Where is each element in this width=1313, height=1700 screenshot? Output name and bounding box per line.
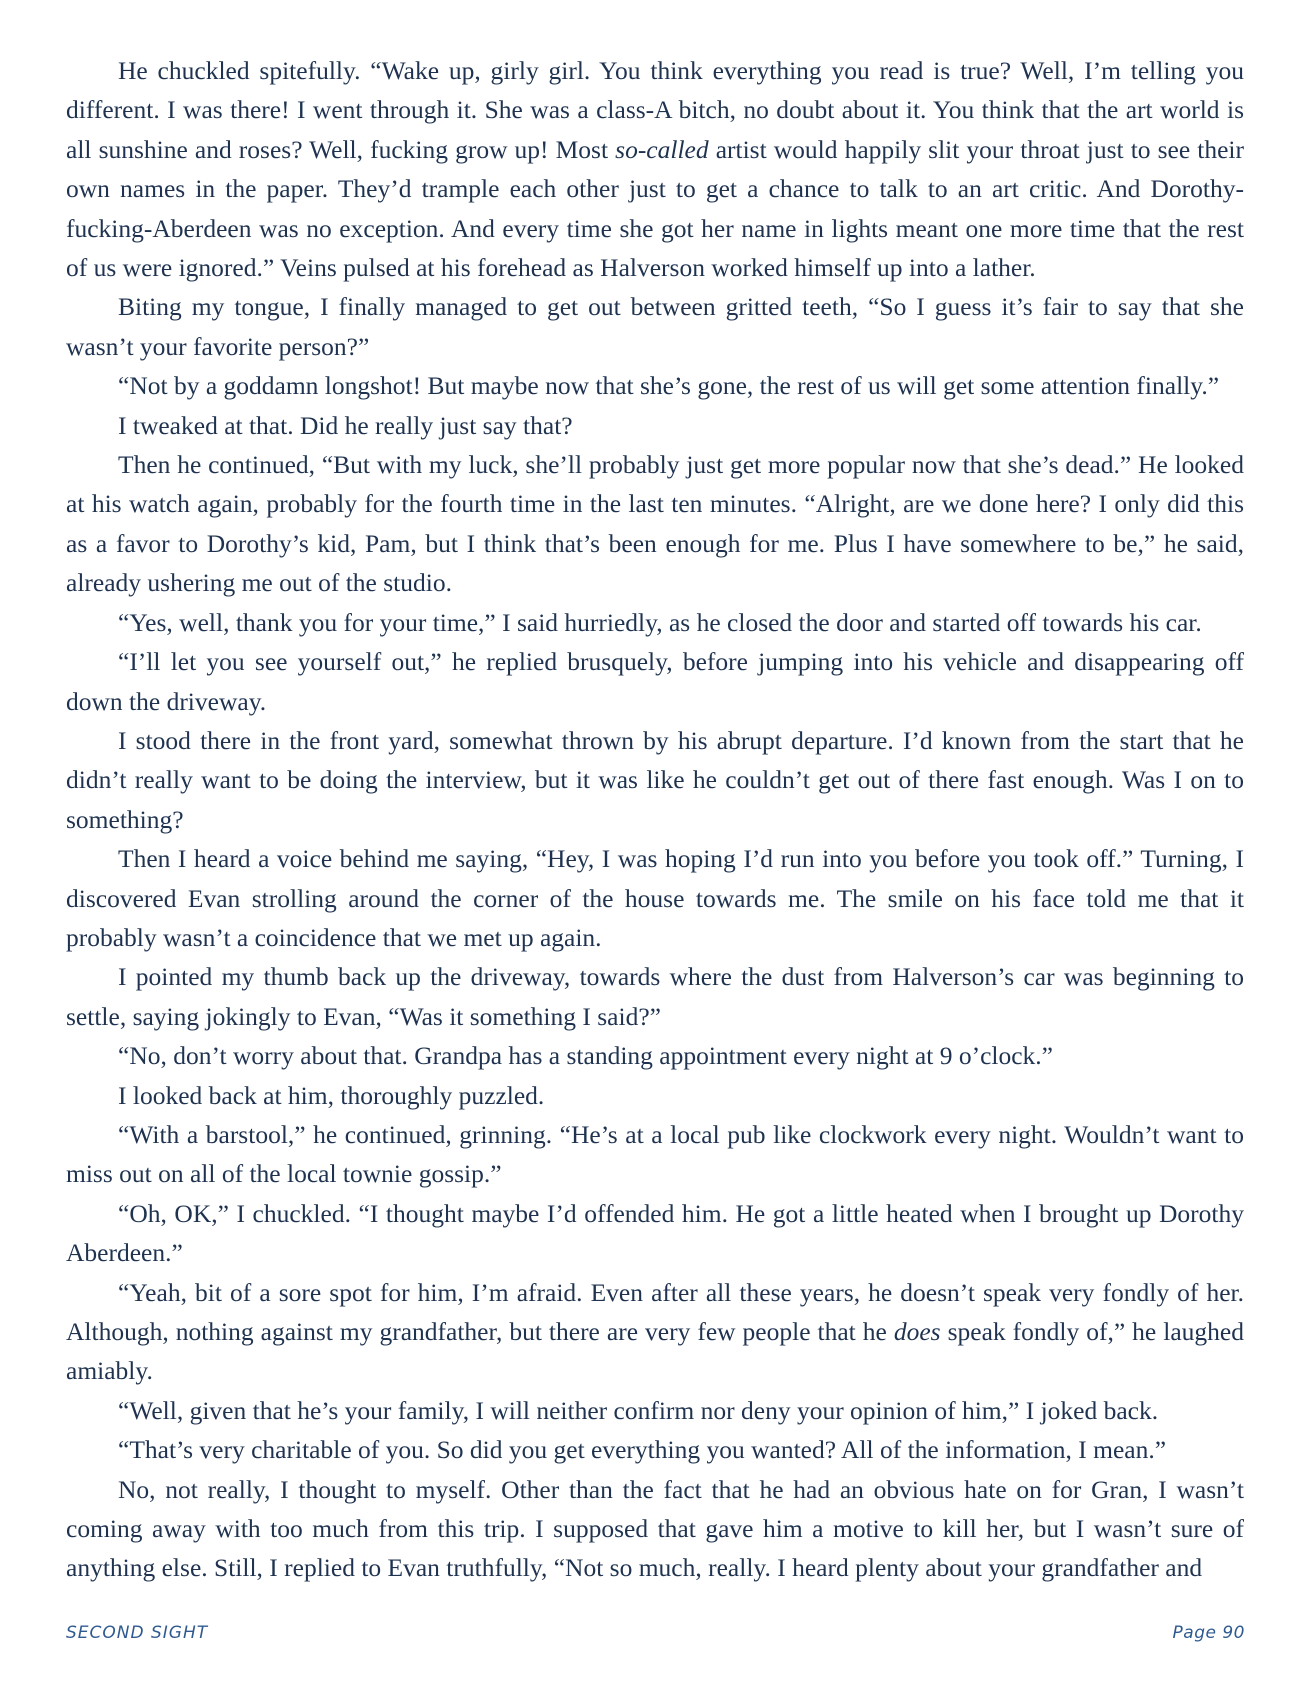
text-run: I looked back at him, thoroughly puzzled. — [118, 1080, 545, 1110]
text-run: “Yeah, bit of a sore spot for him, I’m afraid. Even after all these years, he doesn’t speak very fondly of her. Although, nothing against my grandfather, but there are very few people that he — [66, 1277, 1244, 1346]
page-number: Page 90 — [1172, 1623, 1245, 1643]
text-run: I pointed my thumb back up the driveway, towards where the dust from Halverson’s car was beginning to settle, saying jokingly to Evan, “Was it something I said?” — [66, 962, 1244, 1031]
italic-text: so-called — [615, 134, 709, 164]
paragraph — [66, 1194, 1244, 1273]
paragraph — [66, 1115, 1244, 1194]
paragraph — [66, 642, 1244, 721]
text-run: “Not by a goddamn longshot! But maybe now that she’s gone, the rest of us will get some attention finally.” — [118, 371, 1220, 401]
paragraph — [66, 839, 1244, 957]
body-text — [66, 51, 1244, 1588]
text-run: No, not really, I thought to myself. Other than the fact that he had an obvious hate on for Gran, I wasn’t coming away with too much from this trip. I supposed that gave him a motive to kill her, but I wasn’t sure of anything else. Still, I replied to Evan truthfully, “Not so much, really. I heard plenty about your grandfather and — [66, 1474, 1244, 1583]
text-run: I stood there in the front yard, somewhat thrown by his abrupt departure. I’d known from the start that he didn’t really want to be doing the interview, but it was like he couldn’t get out of there fast enough. Was I on to something? — [66, 725, 1244, 834]
paragraph — [66, 445, 1244, 603]
text-run: artist would happily slit your throat just to see their own names in the paper. They’d trample each other just to get a chance to talk to an art critic. And Dorothy-fucking-Aberdeen was no exception. And every time she got her name in lights meant one more time that the rest of us were ignored.” Veins pulsed at his forehead as Halverson worked himself up into a lather. — [66, 134, 1244, 283]
text-run: Biting my tongue, I finally managed to get out between gritted teeth, “So I guess it’s fair to say that she wasn’t your favorite person?” — [66, 292, 1244, 361]
running-footer-title: SECOND SIGHT — [66, 1623, 209, 1643]
italic-text: does — [893, 1317, 941, 1346]
text-run: “I’ll let you see yourself out,” he replied brusquely, before jumping into his vehicle and disappearing off down the driveway. — [66, 647, 1244, 716]
paragraph — [66, 957, 1244, 1036]
text-run: “That’s very charitable of you. So did you get everything you wanted? All of the information, I mean.” — [118, 1435, 1167, 1465]
paragraph — [66, 1036, 1244, 1075]
paragraph — [66, 1470, 1244, 1588]
text-run: “Yes, well, thank you for your time,” I said hurriedly, as he closed the door and started off towards his car. — [118, 607, 1202, 637]
text-run: He chuckled spitefully. “Wake up, girly girl. You think everything you read is true? Well, I’m telling you different. I was there! I went through it. She was a class-A bitch, no doubt about it. You think that the art world is all sunshine and roses? Well, fucking grow up! Most — [66, 56, 1244, 164]
text-run: Then he continued, “But with my luck, she’ll probably just get more popular now that she’s dead.” He looked at his watch again, probably for the fourth time in the last ten minutes. “Alright, are we done here? I only did this as a favor to Dorothy’s kid, Pam, but I think that’s been enough for me. Plus I have somewhere to be,” he said, already ushering me out of the studio. — [66, 450, 1244, 598]
text-run: “With a barstool,” he continued, grinning. “He’s at a local pub like clockwork every night. Wouldn’t want to miss out on all of the local townie gossip.” — [66, 1119, 1244, 1189]
paragraph — [66, 287, 1244, 366]
text-run: I tweaked at that. Did he really just say that? — [118, 410, 573, 440]
paragraph — [66, 721, 1244, 839]
text-run: “Oh, OK,” I chuckled. “I thought maybe I’d offended him. He got a little heated when I brought up Dorothy Aberdeen.” — [66, 1198, 1244, 1268]
text-run: Then I heard a voice behind me saying, “Hey, I was hoping I’d run into you before you took off.” Turning, I discovered Evan strolling around the corner of the house towards me. The smile on his face told me that it probably wasn’t a coincidence that we met up again. — [66, 844, 1244, 952]
paragraph — [66, 406, 1244, 445]
text-run: speak fondly of,” he laughed amiably. — [66, 1317, 1244, 1386]
text-run: “No, don’t worry about that. Grandpa has a standing appointment every night at 9 o’clock.” — [118, 1041, 1053, 1071]
paragraph — [66, 1273, 1244, 1391]
paragraph — [66, 51, 1244, 287]
paragraph — [66, 603, 1244, 642]
text-run: “Well, given that he’s your family, I will neither confirm nor deny your opinion of him,” I joked back. — [118, 1395, 1159, 1425]
paragraph — [66, 1391, 1244, 1430]
paragraph — [66, 1430, 1244, 1469]
paragraph — [66, 1076, 1244, 1115]
paragraph — [66, 366, 1244, 405]
